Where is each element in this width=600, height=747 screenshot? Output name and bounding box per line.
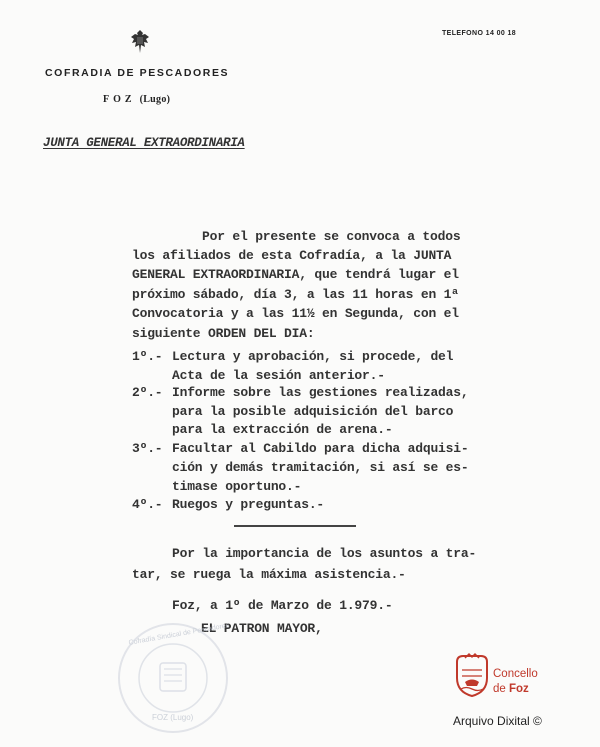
agenda-item-line: ción y demás tramitación, si así se es- — [172, 460, 469, 475]
concello-brand-de: de — [493, 682, 506, 695]
agenda-item-line: Ruegos y preguntas.- — [172, 497, 325, 512]
concello-brand-foz: Foz — [509, 682, 529, 695]
intro-line: GENERAL EXTRAORDINARIA, que tendrá lugar el — [132, 267, 459, 282]
agenda-item-line: Informe sobre las gestiones realizadas, — [172, 385, 469, 400]
signature-title: EL PATRON MAYOR, — [201, 621, 323, 636]
agenda-item-number: 1º.- — [132, 349, 163, 364]
location-province: (Lugo) — [139, 94, 171, 105]
section-divider — [234, 525, 356, 527]
intro-line: siguiente ORDEN DEL DIA: — [132, 326, 315, 341]
agenda-item-line: para la extracción de arena.- — [172, 422, 393, 437]
intro-line: Convocatoria y a las 11½ en Segunda, con el — [132, 306, 459, 321]
location-town: FOZ — [103, 94, 136, 105]
agenda-item-line: para la posible adquisición del barco — [172, 404, 454, 419]
concello-brand-line: Concello — [493, 668, 538, 680]
document-heading: JUNTA GENERAL EXTRAORDINARIA — [43, 136, 245, 150]
closing-line: Por la importancia de los asuntos a tra- — [172, 546, 477, 561]
concello-brand — [493, 669, 538, 695]
agenda-item-line: Acta de la sesión anterior.- — [172, 368, 385, 383]
intro-line: próximo sábado, día 3, a las 11 horas en 1ª — [132, 287, 459, 302]
telephone-number: TELEFONO 14 00 18 — [442, 30, 517, 37]
closing-line: tar, se ruega la máxima asistencia.- — [132, 567, 406, 582]
organization-location — [103, 94, 170, 105]
official-stamp — [118, 623, 228, 733]
date-line: Foz, a 1º de Marzo de 1.979.- — [172, 598, 393, 613]
intro-line: los afiliados de esta Cofradía, a la JUNTA — [132, 248, 452, 263]
stamp-text-bottom: FOZ (Lugo) — [152, 713, 194, 722]
stamp-text-top: Cofradía Sindical de Pescadores — [128, 622, 230, 647]
concello-foz-crest-icon — [453, 652, 491, 698]
intro-line: Por el presente se convoca a todos — [202, 229, 461, 244]
agenda-item-number: 3º.- — [132, 441, 163, 456]
archive-label: Arquivo Dixital © — [453, 714, 542, 728]
organization-name: COFRADIA DE PESCADORES — [45, 67, 230, 79]
coat-of-arms-icon — [129, 29, 151, 55]
agenda-item-line: timase oportuno.- — [172, 479, 302, 494]
agenda-item-number: 4º.- — [132, 497, 163, 512]
agenda-item-line: Lectura y aprobación, si procede, del — [172, 349, 454, 364]
agenda-item-number: 2º.- — [132, 385, 163, 400]
agenda-item-line: Facultar al Cabildo para dicha adquisi- — [172, 441, 469, 456]
